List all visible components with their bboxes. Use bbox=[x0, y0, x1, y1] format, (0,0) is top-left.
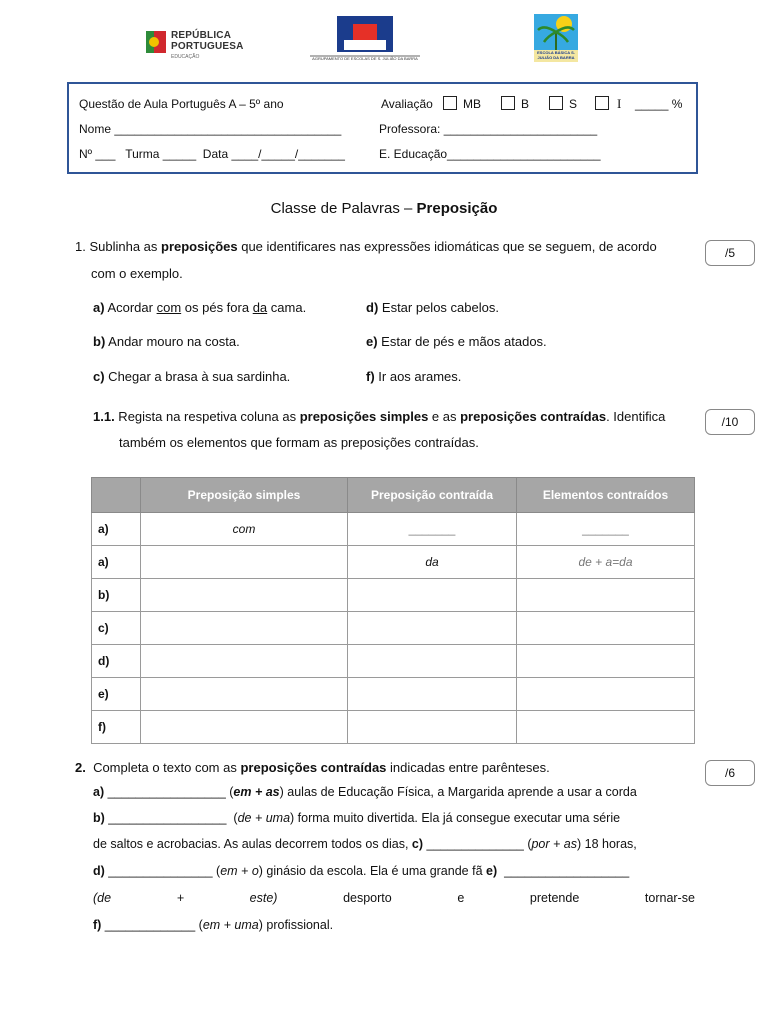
q2-text: ) forma muito divertida. Ela já consegue executar uma série bbox=[290, 811, 621, 825]
elementos-cell[interactable] bbox=[517, 612, 695, 645]
q2-text: ) aulas de Educação Física, a Margarida aprende a usar a corda bbox=[279, 785, 637, 799]
q2-line0 bbox=[75, 760, 550, 775]
republica-portuguesa-logo bbox=[146, 28, 246, 62]
table-row bbox=[92, 711, 695, 744]
simples-cell[interactable] bbox=[141, 678, 348, 711]
row-label: b) bbox=[92, 579, 141, 612]
table-header-cell: Preposição simples bbox=[141, 478, 348, 513]
simples-cell[interactable] bbox=[141, 645, 348, 678]
answer-blank[interactable]: _____________ ( bbox=[101, 918, 203, 932]
simples-cell[interactable] bbox=[141, 612, 348, 645]
table-header-cell bbox=[92, 478, 141, 513]
q1-item-b bbox=[93, 334, 240, 349]
simples-cell[interactable] bbox=[141, 546, 348, 579]
q11-score-box: /10 bbox=[705, 409, 755, 435]
logo-text-portuguesa: PORTUGUESA bbox=[171, 41, 244, 52]
title-bold: Preposição bbox=[416, 200, 498, 217]
simples-cell[interactable]: com bbox=[141, 513, 348, 546]
simples-cell[interactable] bbox=[141, 579, 348, 612]
q2-text: ) ginásio da escola. Ela é uma grande fã bbox=[258, 864, 486, 878]
contraida-cell[interactable] bbox=[348, 612, 517, 645]
q2-text: ) profissional. bbox=[258, 918, 334, 932]
blank-label: e) bbox=[486, 864, 498, 878]
underlined-preposition: com bbox=[156, 300, 182, 315]
item-text: Estar de pés e mãos atados. bbox=[377, 334, 547, 349]
mb-checkbox[interactable] bbox=[443, 96, 457, 110]
answer-blank[interactable]: _______________ ( bbox=[104, 864, 221, 878]
s-checkbox[interactable] bbox=[549, 96, 563, 110]
row-label: c) bbox=[92, 612, 141, 645]
q2-text: e bbox=[457, 891, 465, 905]
q1-text-a: Sublinha as bbox=[85, 239, 162, 254]
blank-label: b) bbox=[93, 811, 105, 825]
i-label: I bbox=[617, 96, 622, 111]
q2-text: desporto bbox=[343, 891, 392, 905]
table-row bbox=[92, 612, 695, 645]
underlined-preposition: da bbox=[252, 300, 268, 315]
row-label: f) bbox=[92, 711, 141, 744]
table-row bbox=[92, 513, 695, 546]
q2-text: tornar-se bbox=[644, 891, 695, 905]
item-label: c) bbox=[93, 369, 105, 384]
table-header-cell: Preposição contraída bbox=[348, 478, 517, 513]
row-label: a) bbox=[92, 546, 141, 579]
q2-line-c bbox=[93, 837, 637, 851]
student-info-box bbox=[67, 82, 698, 174]
q2-text: pretende bbox=[529, 891, 580, 905]
table-row bbox=[92, 678, 695, 711]
q11-number: 1.1. bbox=[93, 409, 115, 424]
row-label: e) bbox=[92, 678, 141, 711]
i-checkbox[interactable] bbox=[595, 96, 609, 110]
item-label: f) bbox=[366, 369, 375, 384]
contraida-cell[interactable] bbox=[348, 645, 517, 678]
table-row bbox=[92, 579, 695, 612]
q1-score-box: /5 bbox=[705, 240, 755, 266]
item-text: cama. bbox=[267, 300, 307, 315]
nome-field[interactable]: Nome __________________________________ bbox=[79, 122, 342, 136]
professora-field[interactable]: Professora: _______________________ bbox=[379, 122, 598, 136]
hint-text: + bbox=[176, 891, 185, 905]
item-text: Chegar a brasa à sua sardinha. bbox=[104, 369, 291, 384]
q1-line2: com o exemplo. bbox=[91, 266, 183, 281]
q1-line1 bbox=[75, 239, 657, 254]
answer-blank[interactable]: __________________ bbox=[497, 864, 630, 878]
prepositions-table bbox=[91, 477, 695, 744]
blank-label: d) bbox=[93, 864, 105, 878]
q2-text: ) 18 horas, bbox=[577, 837, 637, 851]
page-title bbox=[0, 200, 768, 217]
contraida-cell[interactable] bbox=[348, 579, 517, 612]
q2-text: Completa o texto com as bbox=[85, 760, 241, 775]
elementos-cell[interactable]: _______ bbox=[517, 513, 695, 546]
q1-item-e bbox=[366, 334, 547, 349]
elementos-cell[interactable] bbox=[517, 711, 695, 744]
title-normal: Classe de Palavras – bbox=[270, 200, 417, 217]
hint-text: por + as bbox=[531, 837, 577, 851]
item-text: Acordar bbox=[104, 300, 157, 315]
q11-line1 bbox=[93, 409, 665, 424]
item-text: Ir aos arames. bbox=[374, 369, 462, 384]
school-caption: ESCOLA BÁSICA S. JULIÃO DA BARRA bbox=[537, 50, 575, 60]
agrupamento-logo bbox=[310, 14, 420, 62]
simples-cell[interactable] bbox=[141, 711, 348, 744]
elementos-cell[interactable]: de + a=da bbox=[517, 546, 695, 579]
q2-number: 2. bbox=[75, 760, 86, 775]
q11-text: e as bbox=[428, 409, 461, 424]
logo-text-educacao: EDUCAÇÃO bbox=[171, 54, 200, 60]
q1-item-a bbox=[93, 300, 306, 315]
item-label: a) bbox=[93, 300, 105, 315]
q2-line-f bbox=[93, 918, 333, 932]
agrupamento-caption: AGRUPAMENTO DE ESCOLAS DE S. JULIÃO DA BARRA bbox=[312, 56, 418, 61]
q11-bold: preposições simples bbox=[299, 409, 429, 424]
table-row bbox=[92, 645, 695, 678]
answer-blank[interactable]: _________________ ( bbox=[104, 811, 238, 825]
hint-text: em + as bbox=[233, 785, 280, 799]
blank-label: a) bbox=[93, 785, 105, 799]
q2-text: indicadas entre parênteses. bbox=[386, 760, 550, 775]
blank-label: f) bbox=[93, 918, 102, 932]
q11-line2: também os elementos que formam as preposições contraídas. bbox=[119, 435, 479, 450]
school-logo bbox=[534, 14, 578, 62]
elementos-cell[interactable] bbox=[517, 579, 695, 612]
mb-label: MB bbox=[463, 97, 481, 111]
table-header-row bbox=[92, 478, 695, 513]
hint-text: em + o bbox=[220, 864, 259, 878]
q1-number: 1. bbox=[75, 239, 86, 254]
q11-text: Regista na respetiva coluna as bbox=[114, 409, 300, 424]
row-label: d) bbox=[92, 645, 141, 678]
elementos-cell[interactable] bbox=[517, 645, 695, 678]
q2-bold: preposições contraídas bbox=[240, 760, 387, 775]
answer-blank[interactable]: ______________ ( bbox=[423, 837, 532, 851]
hint-text: (de bbox=[93, 891, 112, 905]
row-label: a) bbox=[92, 513, 141, 546]
s-label: S bbox=[569, 97, 578, 111]
q2-text: de saltos e acrobacias. As aulas decorrem todos os dias, bbox=[93, 837, 412, 851]
contraida-cell[interactable] bbox=[348, 711, 517, 744]
q2-line-e bbox=[93, 891, 695, 905]
b-checkbox[interactable] bbox=[501, 96, 515, 110]
item-text: os pés fora bbox=[181, 300, 253, 315]
contraida-cell[interactable]: da bbox=[348, 546, 517, 579]
item-label: d) bbox=[366, 300, 379, 315]
hint-text: este) bbox=[249, 891, 278, 905]
b-label: B bbox=[521, 97, 530, 111]
q2-line-b bbox=[93, 811, 620, 825]
item-text: Andar mouro na costa. bbox=[105, 334, 240, 349]
q2-line-a bbox=[93, 785, 637, 799]
q11-bold: preposições contraídas bbox=[460, 409, 607, 424]
agrupamento-emblem-icon bbox=[310, 14, 420, 62]
q1-item-d bbox=[366, 300, 499, 315]
contraida-cell[interactable] bbox=[348, 678, 517, 711]
table-row bbox=[92, 546, 695, 579]
q11-text: . Identifica bbox=[606, 409, 666, 424]
q1-bold: preposições bbox=[161, 239, 238, 254]
avaliacao-label: Avaliação bbox=[381, 97, 433, 111]
item-text: Estar pelos cabelos. bbox=[378, 300, 499, 315]
numero-turma-data-field[interactable]: Nº ___ Turma _____ Data ____/_____/_______ bbox=[79, 147, 345, 161]
hint-text: em + uma bbox=[202, 918, 259, 932]
answer-blank[interactable]: _________________ ( bbox=[104, 785, 234, 799]
item-label: b) bbox=[93, 334, 106, 349]
q1-item-c bbox=[93, 369, 290, 384]
educacao-field[interactable]: E. Educação_______________________ bbox=[379, 147, 601, 161]
elementos-cell[interactable] bbox=[517, 678, 695, 711]
logo-text-republica: REPÚBLICA bbox=[171, 30, 232, 41]
q2-line-d bbox=[93, 864, 629, 878]
percentage-field[interactable]: _____ % bbox=[635, 97, 683, 111]
assessment-title: Questão de Aula Português A – 5º ano bbox=[79, 97, 284, 111]
q1-item-f bbox=[366, 369, 461, 384]
table-header-cell: Elementos contraídos bbox=[517, 478, 695, 513]
contraida-cell[interactable]: _______ bbox=[348, 513, 517, 546]
item-label: e) bbox=[366, 334, 378, 349]
portuguese-flag-icon bbox=[146, 31, 166, 53]
blank-label: c) bbox=[411, 837, 424, 851]
q1-text-b: que identificares nas expressões idiomáticas que se seguem, de acordo bbox=[237, 239, 657, 254]
q2-score-box: /6 bbox=[705, 760, 755, 786]
hint-text: de + uma bbox=[237, 811, 291, 825]
